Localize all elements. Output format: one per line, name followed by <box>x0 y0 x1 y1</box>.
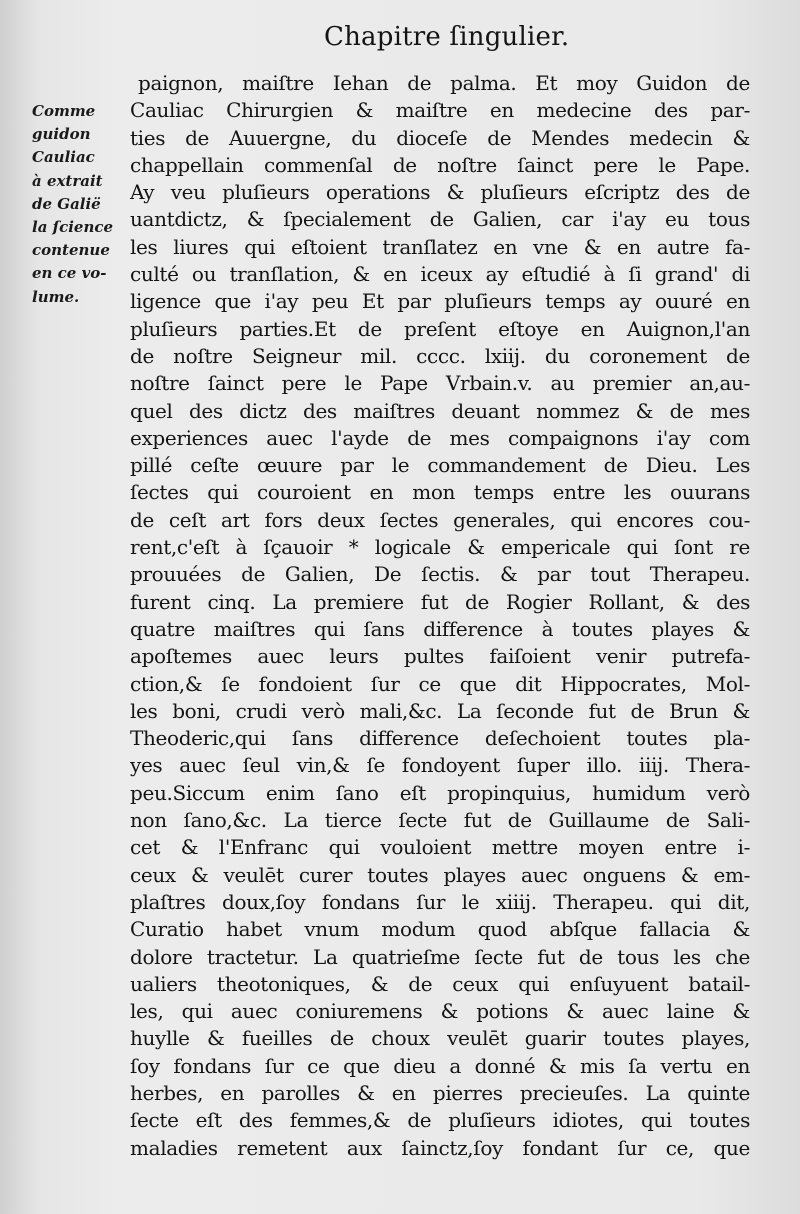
text-line: non ſano,&c. La tierce ſecte fut de Guillaume de Sali- <box>130 808 750 833</box>
text-line: quatre maiſtres qui ſans difference à toutes playes & <box>130 616 750 641</box>
text-line: dolore tractetur. La quatrieſme ſecte fut de tous les che <box>130 944 750 969</box>
text-line: les, qui auec coniuremens & potions & auec laine & <box>130 999 750 1024</box>
text-line: uantdictz, & ſpecialement de Galien, car i'ay eu tous <box>130 207 750 232</box>
text-line: ſecte eſt des femmes,& de pluſieurs idiotes, qui toutes <box>130 1108 750 1133</box>
text-line: rent,c'eſt à ſçauoir * logicale & empericale qui ſont re <box>130 535 750 560</box>
marginal-note-line: en ce vo- <box>32 264 107 283</box>
text-line: ſoy fondans ſur ce que dieu a donné & mis ſa vertu en <box>130 1053 750 1078</box>
marginal-note-line: Cauliac <box>32 148 95 167</box>
text-line: pillé ceſte œuure par le commandement de Dieu. Les <box>130 453 750 478</box>
marginal-note-line: contenue <box>32 241 110 260</box>
text-line: huylle & fueilles de choux veulēt guarir toutes playes, <box>130 1026 750 1051</box>
text-line: Cauliac Chirurgien & maiſtre en medecine des par- <box>130 98 750 123</box>
text-line: furent cinq. La premiere fut de Rogier Rollant, & des <box>130 589 750 614</box>
marginal-note-line: lume. <box>32 287 80 306</box>
text-line: ligence que i'ay peu Et par pluſieurs temps ay ouuré en <box>130 289 750 314</box>
text-line: plaſtres doux,ſoy fondans ſur le xiiij. Therapeu. qui dit, <box>130 889 750 914</box>
marginal-note-line: de Galië <box>32 194 101 213</box>
text-line: yes auec ſeul vin,& ſe fondoyent ſuper illo. iiij. Thera- <box>130 753 750 778</box>
text-line: apoſtemes auec leurs pultes faiſoient venir putrefa- <box>130 644 750 669</box>
text-line: de noſtre Seigneur mil. cccc. lxiij. du coronement de <box>130 343 750 368</box>
body-text <box>130 70 750 1162</box>
text-line: peu.Siccum enim ſano eſt propinquius, humidum verò <box>130 780 750 805</box>
text-line: ualiers theotoniques, & de ceux qui enſuyuent batail- <box>130 971 750 996</box>
marginal-note-line: à extrait <box>32 171 103 190</box>
text-line: Curatio habet vnum modum quod abſque fallacia & <box>130 917 750 942</box>
text-line: noſtre ſainct pere le Pape Vrbain.v. au premier an,au- <box>130 371 750 396</box>
marginal-note <box>32 100 130 309</box>
text-line: pluſieurs parties.Et de preſent eſtoye en Auignon,l'an <box>130 316 750 341</box>
text-line: Ay veu pluſieurs operations & pluſieurs eſcriptz des de <box>130 180 750 205</box>
text-line: cet & l'Enfranc qui vouloient mettre moyen entre i- <box>130 835 750 860</box>
text-line: Theoderic,qui ſans difference deſechoient toutes pla- <box>130 726 750 751</box>
text-line: chappellain commenſal de noſtre ſainct pere le Pape. <box>130 152 750 177</box>
running-head: Chapitre ſingulier. <box>324 22 570 52</box>
text-line: maladies remetent aux ſainctz,ſoy fondant ſur ce, que <box>130 1135 750 1160</box>
text-line: ceux & veulēt curer toutes playes auec onguens & em- <box>130 862 750 887</box>
marginal-note-line: guidon <box>32 125 91 144</box>
text-line: ction,& ſe fondoient ſur ce que dit Hippocrates, Mol- <box>130 671 750 696</box>
text-line: paignon, maiſtre Iehan de palma. Et moy Guidon de <box>138 71 750 95</box>
text-line: de ceſt art fors deux ſectes generales, qui encores cou- <box>130 507 750 532</box>
text-line: prouuées de Galien, De ſectis. & par tout Therapeu. <box>130 562 750 587</box>
text-line: quel des dictz des maiſtres deuant nommez & de mes <box>130 398 750 423</box>
text-line: ſectes qui couroient en mon temps entre les ouurans <box>130 480 750 505</box>
text-line: les boni, crudi verò mali,&c. La ſeconde fut de Brun & <box>130 698 750 723</box>
text-line: experiences auec l'ayde de mes compaignons i'ay com <box>130 425 750 450</box>
marginal-note-line: Comme <box>32 102 96 120</box>
text-line: culté ou tranſlation, & en iceux ay eſtudié à ſi grand' di <box>130 262 750 287</box>
marginal-note-line: la ſcience <box>32 218 114 237</box>
text-line: ties de Auuergne, du dioceſe de Mendes medecin & <box>130 125 750 150</box>
text-line: herbes, en parolles & en pierres precieuſes. La quinte <box>130 1080 750 1105</box>
text-line: les liures qui eſtoient tranſlatez en vne & en autre fa- <box>130 234 750 259</box>
